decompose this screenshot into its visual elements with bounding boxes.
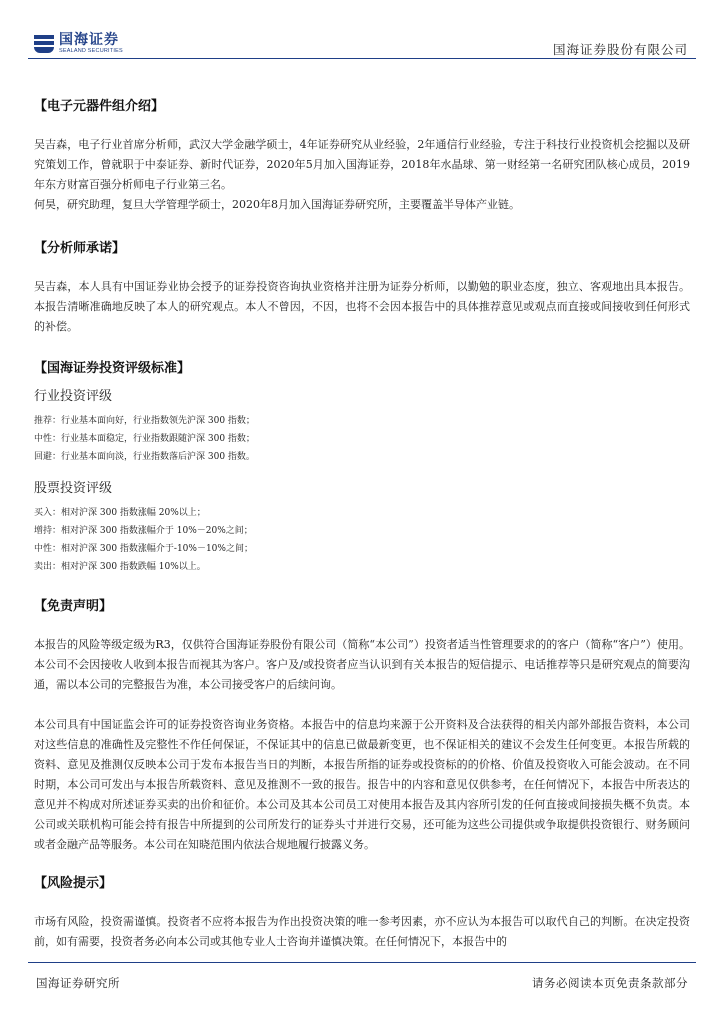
- footer-divider: [28, 962, 696, 963]
- industry-rating-item: 回避：行业基本面向淡，行业指数落后沪深 300 指数。: [34, 452, 255, 462]
- footer-notice: 请务必阅读本页免责条款部分: [532, 976, 688, 990]
- industry-rating-item: 推荐：行业基本面向好，行业指数领先沪深 300 指数；: [34, 416, 255, 426]
- industry-rating-item: 中性：行业基本面稳定，行业指数跟随沪深 300 指数；: [34, 434, 255, 444]
- risk-paragraph: 市场有风险，投资需谨慎。投资者不应将本报告为作出投资决策的唯一参考因素，亦不应认为本报告可以取代自己的判断。在决定投资前，如有需要，投资者务必向本公司或其他专业人士咨询并谨慎决策。在任何情况下，本报告中的: [34, 915, 690, 948]
- page-header: [0, 0, 724, 62]
- section-title-team: 【电子元器件组介绍】: [34, 99, 165, 114]
- header-divider: [28, 58, 696, 59]
- section-title-risk: 【风险提示】: [34, 876, 113, 891]
- logo-mark-icon: [34, 35, 54, 53]
- section-title-disclaimer: 【免责声明】: [34, 599, 113, 614]
- logo-cn-text: 国海证券: [59, 32, 119, 48]
- industry-rating-title: 行业投资评级: [34, 389, 113, 404]
- section-team: [34, 98, 690, 215]
- logo-en-text: SEALAND SECURITIES: [59, 48, 123, 54]
- stock-rating-item: 增持：相对沪深 300 指数涨幅介于 10%－20%之间；: [34, 526, 253, 536]
- team-paragraph-2: 何昊，研究助理，复旦大学管理学硕士，2020年8月加入国海证券研究所，主要覆盖半导体产业链。: [34, 198, 520, 211]
- disclaimer-paragraph-2: 本公司具有中国证监会许可的证券投资咨询业务资格。本报告中的信息均来源于公开资料及合法获得的相关内部外部报告资料，本公司对这些信息的准确性及完整性不作任何保证，不保证其中的信息已做最新变更，也不保证相关的建议不会发生任何变更。本报告所载的资料、意见及推测仅反映本公司于发布本报告当日的判断，本报告所指的证券或投资标的的价格、价值及投资收入可能会波动。在不同时期，本公司可发出与本报告所载资料、意见及推测不一致的报告。报告中的内容和意见仅供参考，在任何情况下，本报告中所表达的意见并不构成对所述证券买卖的出价和征价。本公司及其本公司员工对使用本报告及其内容所引发的任何直接或间接损失概不负责。本公司或关联机构可能会持有报告中所提到的公司所发行的证券头寸并进行交易，还可能为这些公司提供或争取提供投资银行、财务顾问或者金融产品等服务。本公司在知晓范围内依法合规地履行披露义务。: [34, 718, 690, 851]
- stock-rating-item: 中性：相对沪深 300 指数涨幅介于-10%－10%之间；: [34, 544, 253, 554]
- stock-rating-title: 股票投资评级: [34, 481, 113, 496]
- disclaimer-paragraph-1: 本报告的风险等级定级为R3，仅供符合国海证券股份有限公司（简称“本公司”）投资者适当性管理要求的的客户（简称“客户”）使用。本公司不会因接收人收到本报告而视其为客户。客户及/或投资者应当认识到有关本报告的短信提示、电话推荐等只是研究观点的简要沟通，需以本公司的完整报告为准，本公司接受客户的后续问询。: [34, 638, 690, 691]
- section-commitment: [34, 240, 690, 337]
- footer-institute: 国海证券研究所: [36, 976, 120, 990]
- company-name: 国海证券股份有限公司: [552, 42, 688, 57]
- section-disclaimer: [34, 598, 690, 855]
- section-title-commitment: 【分析师承诺】: [34, 241, 126, 256]
- stock-rating-item: 买入：相对沪深 300 指数涨幅 20%以上；: [34, 508, 206, 518]
- page-content: [34, 98, 690, 952]
- section-risk: [34, 875, 690, 952]
- stock-rating-item: 卖出：相对沪深 300 指数跌幅 10%以上。: [34, 562, 206, 572]
- company-logo: [34, 33, 123, 55]
- team-paragraph-1: 吴吉森，电子行业首席分析师，武汉大学金融学硕士，4年证券研究从业经验，2年通信行业经验，专注于科技行业投资机会挖掘以及研究策划工作，曾就职于中泰证券、新时代证券，2020年5月加入国海证券，2018年水晶球、第一财经第一名研究团队核心成员，2019年东方财富百强分析师电子行业第三名。: [34, 138, 690, 191]
- commitment-paragraph: 吴吉森，本人具有中国证券业协会授予的证券投资咨询执业资格并注册为证券分析师，以勤勉的职业态度，独立、客观地出具本报告。本报告清晰准确地反映了本人的研究观点。本人不曾因，不因，也将不会因本报告中的具体推荐意见或观点而直接或间接收到任何形式的补偿。: [34, 280, 690, 333]
- section-rating: [34, 360, 690, 576]
- section-title-rating: 【国海证券投资评级标准】: [34, 361, 191, 376]
